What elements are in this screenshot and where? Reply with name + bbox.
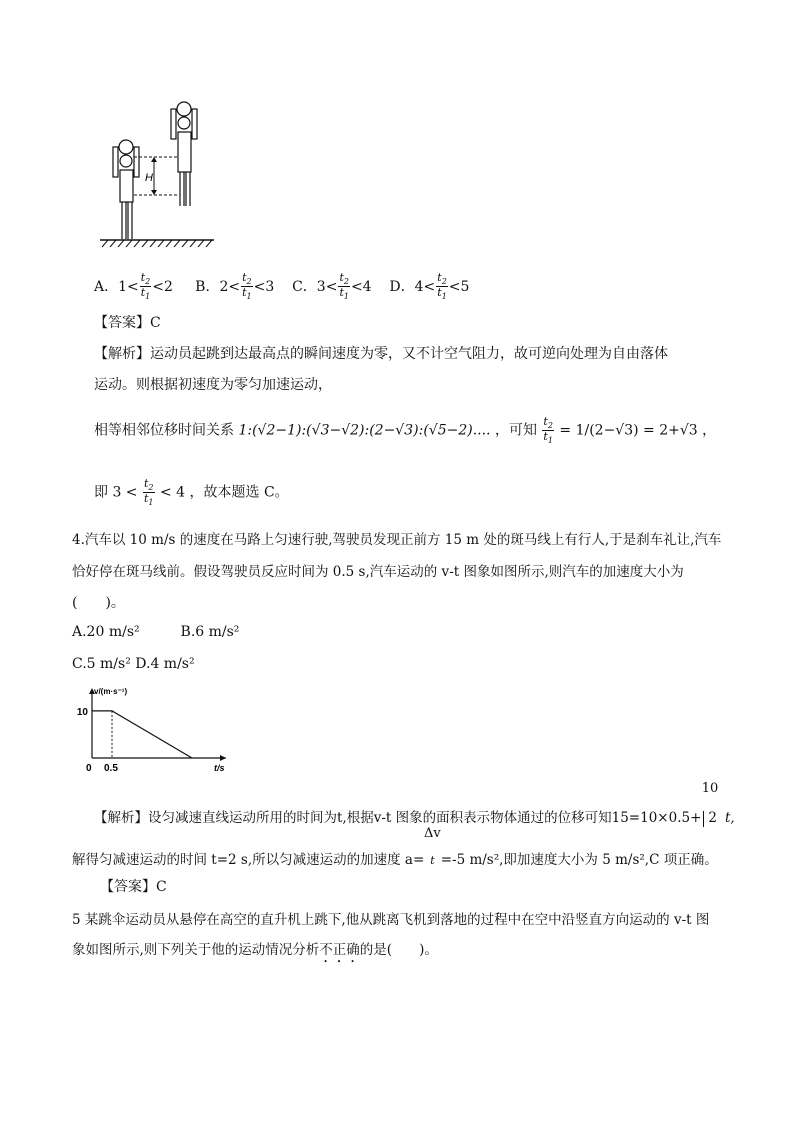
option-a: A．1< $\frac{t_2}{t_1}$ <2 bbox=[94, 271, 173, 302]
q4-analysis-line2: 解得匀减速运动的时间 t=2 s,所以匀减速运动的加速度 a= t =-5 m/s²,即加速度大小为 5 m/s²,C 项正确。 bbox=[72, 852, 718, 868]
conclusion-line: 即 3 < $\frac{t_2}{t_1}$ < 4 ，故本题选 C。 bbox=[94, 477, 289, 508]
q5-emphasis: 不正确 bbox=[319, 942, 360, 958]
q4-stem-line2: 恰好停在斑马线前。假设驾驶员反应时间为 0.5 s,汽车运动的 v-t 图象如图所示,则汽车的加速度大小为 bbox=[72, 564, 684, 580]
q4-option-b: B.6 m/s² bbox=[180, 624, 240, 640]
q4-options-row1 bbox=[72, 624, 239, 640]
q4-analysis-line1: 【解析】设匀减速直线运动所用的时间为t,根据v-t 图象的面积表示物体通过的位移可知15=10×0.5+ 2 t, bbox=[94, 810, 735, 826]
y-tick-label: 10 bbox=[76, 706, 88, 718]
options-row bbox=[94, 272, 469, 301]
q4-accel-frac-num: Δv bbox=[424, 826, 441, 841]
x-axis-label: t/s bbox=[214, 763, 225, 773]
prev-answer: 【答案】C bbox=[94, 315, 161, 331]
q4-stem-line1: 4.汽车以 10 m/s 的速度在马路上匀速行驶,驾驶员发现正前方 15 m 处的斑马线上有行人,于是刹车礼让,汽车 bbox=[72, 532, 722, 548]
x-tick-label: 0.5 bbox=[104, 763, 118, 774]
q4-option-c: C.5 m/s² bbox=[72, 656, 131, 672]
q4-options-row2 bbox=[72, 656, 195, 672]
ratio-expression: 1:(√2−1):(√3−√2):(2−√3):(√5−2).... bbox=[238, 422, 491, 439]
q4-option-d: D.4 m/s² bbox=[135, 656, 195, 672]
ratio-result: = 1/(2−√3) = 2+√3 bbox=[559, 422, 698, 439]
option-b: B．2< $\frac{t_2}{t_1}$ <3 bbox=[195, 271, 275, 302]
option-c: C．3< $\frac{t_2}{t_1}$ <4 bbox=[292, 271, 372, 302]
prev-analysis-line1: 【解析】运动员起跳到达最高点的瞬间速度为零，又不计空气阻力，故可逆向处理为自由落体 bbox=[94, 346, 668, 362]
q5-stem-line2: 象如图所示,则下列关于他的运动情况分析不正确的是( )。 bbox=[72, 942, 438, 958]
velocity-line bbox=[92, 711, 192, 758]
ratio-line: 相等相邻位移时间关系 1:(√2−1):(√3−√2):(2−√3):(√5−2).... ，可知 $\frac{t_2}{t_1}$ = 1/(2−√3) = 2+√3 ， bbox=[94, 415, 717, 446]
x-tick-label-origin: 0 bbox=[86, 763, 92, 774]
q4-frac-10-over-2: 10 bbox=[701, 781, 719, 796]
q4-stem-line3: ( )。 bbox=[72, 595, 125, 611]
q5-stem-line1: 5 某跳伞运动员从悬停在高空的直升机上跳下,他从跳离飞机到落地的过程中在空中沿竖直方向运动的 v-t 图 bbox=[72, 912, 710, 928]
option-d: D．4< $\frac{t_2}{t_1}$ <5 bbox=[389, 271, 470, 302]
prev-analysis-line2: 运动。则根据初速度为零匀加速运动， bbox=[94, 377, 332, 393]
x-axis-arrow bbox=[220, 755, 226, 761]
q4-answer: 【答案】C bbox=[100, 879, 167, 895]
q4-option-a: A.20 m/s² bbox=[72, 624, 140, 640]
jump-figure bbox=[94, 95, 244, 250]
vt-chart bbox=[70, 684, 230, 780]
height-label: H bbox=[145, 172, 153, 184]
y-axis-label: v/(m·s⁻¹) bbox=[94, 687, 128, 696]
